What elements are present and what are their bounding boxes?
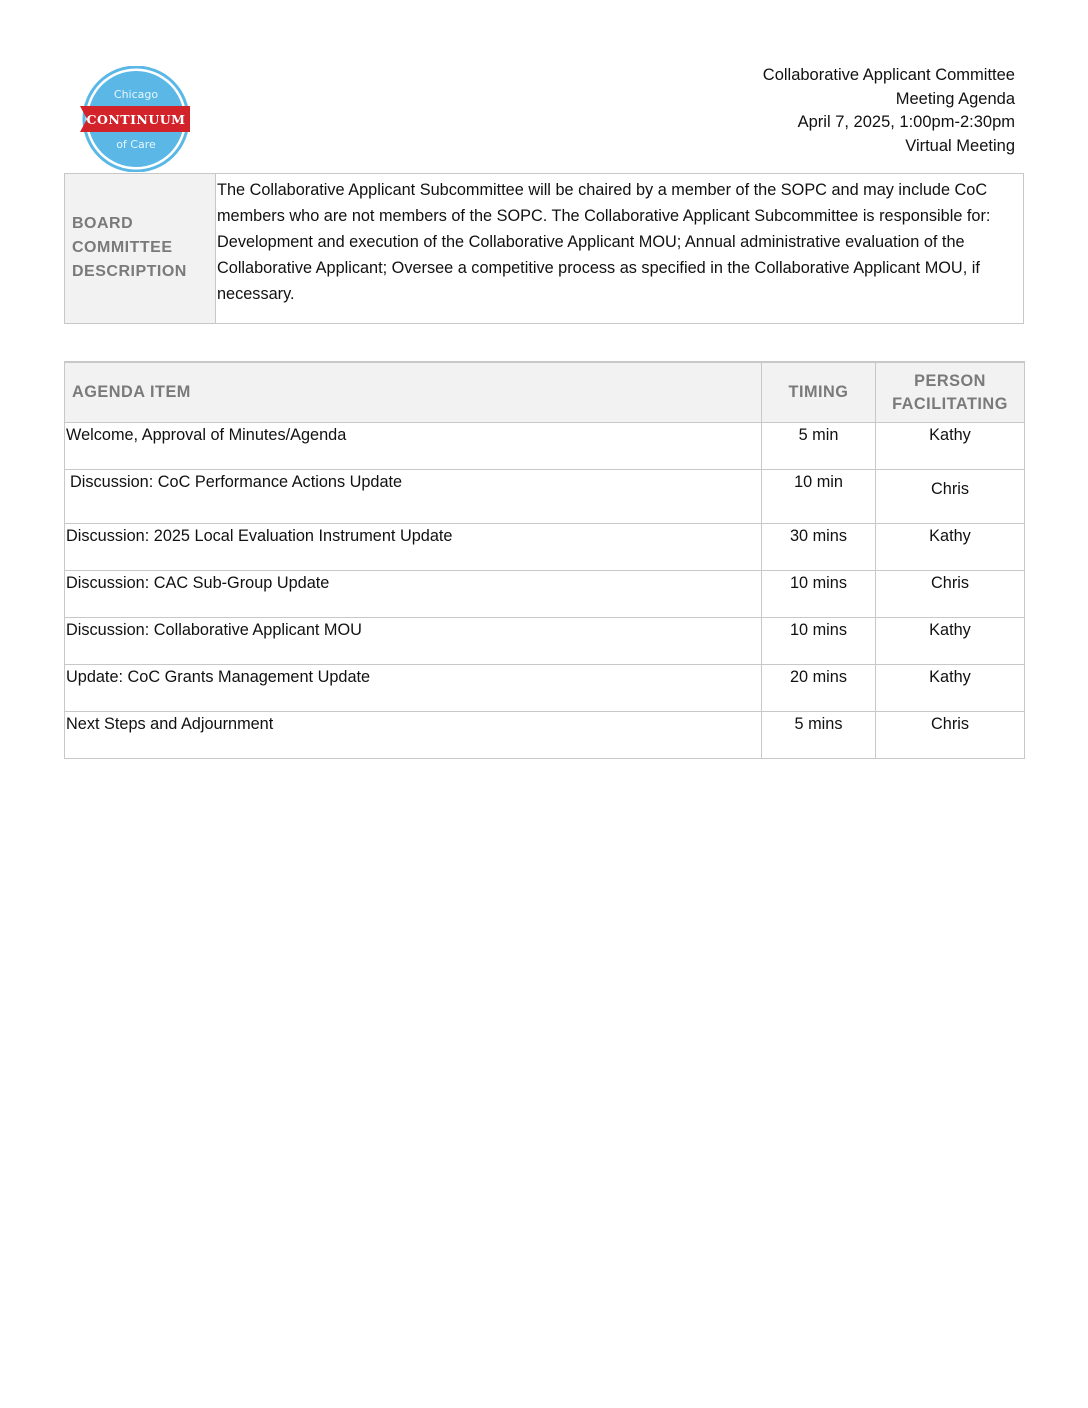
agenda-person: Chris: [876, 470, 1025, 524]
logo-banner-text: CONTINUUM: [86, 112, 186, 127]
agenda-timing: 10 min: [762, 470, 876, 524]
logo-bottom-text: of Care: [116, 138, 156, 151]
committee-name: Collaborative Applicant Committee: [762, 66, 1015, 84]
agenda-item: Next Steps and Adjournment: [65, 712, 762, 759]
column-header-line: FACILITATING: [892, 394, 1008, 413]
agenda-person: Kathy: [876, 618, 1025, 665]
agenda-row: [65, 423, 1025, 470]
agenda-item: Discussion: CoC Performance Actions Update: [65, 470, 762, 524]
agenda-item: Discussion: CAC Sub-Group Update: [65, 571, 762, 618]
agenda-row: [65, 665, 1025, 712]
agenda-row: [65, 571, 1025, 618]
description-label-line: DESCRIPTION: [72, 263, 187, 280]
document-title: Meeting Agenda: [895, 89, 1015, 108]
column-header-timing: TIMING: [762, 362, 876, 423]
agenda-item: Discussion: 2025 Local Evaluation Instrument Update: [65, 524, 762, 571]
description-label: [65, 174, 216, 324]
column-header-agenda-item: AGENDA ITEM: [65, 362, 762, 423]
agenda-timing: 10 mins: [762, 571, 876, 618]
agenda-timing: 10 mins: [762, 618, 876, 665]
agenda-timing: 20 mins: [762, 665, 876, 712]
agenda-timing: 5 mins: [762, 712, 876, 759]
description-row: [65, 174, 1024, 324]
column-header-line: PERSON: [914, 371, 986, 390]
agenda-item: Discussion: Collaborative Applicant MOU: [65, 618, 762, 665]
agenda-person: Kathy: [876, 524, 1025, 571]
agenda-person: Kathy: [876, 423, 1025, 470]
meeting-location: Virtual Meeting: [905, 136, 1015, 155]
agenda-person: Chris: [876, 712, 1025, 759]
description-label-line: BOARD: [72, 215, 134, 232]
agenda-timing: 30 mins: [762, 524, 876, 571]
agenda-row: [65, 712, 1025, 759]
agenda-row: [65, 618, 1025, 665]
committee-description-table: [64, 173, 1024, 324]
agenda-table: [64, 361, 1025, 759]
meeting-header: [763, 64, 1015, 158]
description-text: The Collaborative Applicant Subcommittee will be chaired by a member of the SOPC and may include CoC members who are not members of the SOPC. The Collaborative Applicant Subcommittee is responsible for: Development and execution of the Collaborative Applicant MOU; Annual administrative evaluation of the Collaborative Applicant; Oversee a competitive process as specified in the Collaborative Applicant MOU, if necessary.: [216, 174, 1024, 324]
agenda-row: [65, 524, 1025, 571]
meeting-datetime: April 7, 2025, 1:00pm-2:30pm: [797, 113, 1015, 131]
agenda-header-row: [65, 362, 1025, 423]
agenda-timing: 5 min: [762, 423, 876, 470]
agenda-item: Welcome, Approval of Minutes/Agenda: [65, 423, 762, 470]
agenda-row: [65, 470, 1025, 524]
agenda-person: Kathy: [876, 665, 1025, 712]
agenda-person: Chris: [876, 571, 1025, 618]
agenda-item: Update: CoC Grants Management Update: [65, 665, 762, 712]
description-label-line: COMMITTEE: [72, 239, 173, 256]
column-header-person-facilitating: [876, 362, 1025, 423]
chicago-coc-logo: [78, 66, 190, 172]
logo-graphic: [78, 66, 190, 172]
logo-top-text: Chicago: [113, 88, 159, 101]
